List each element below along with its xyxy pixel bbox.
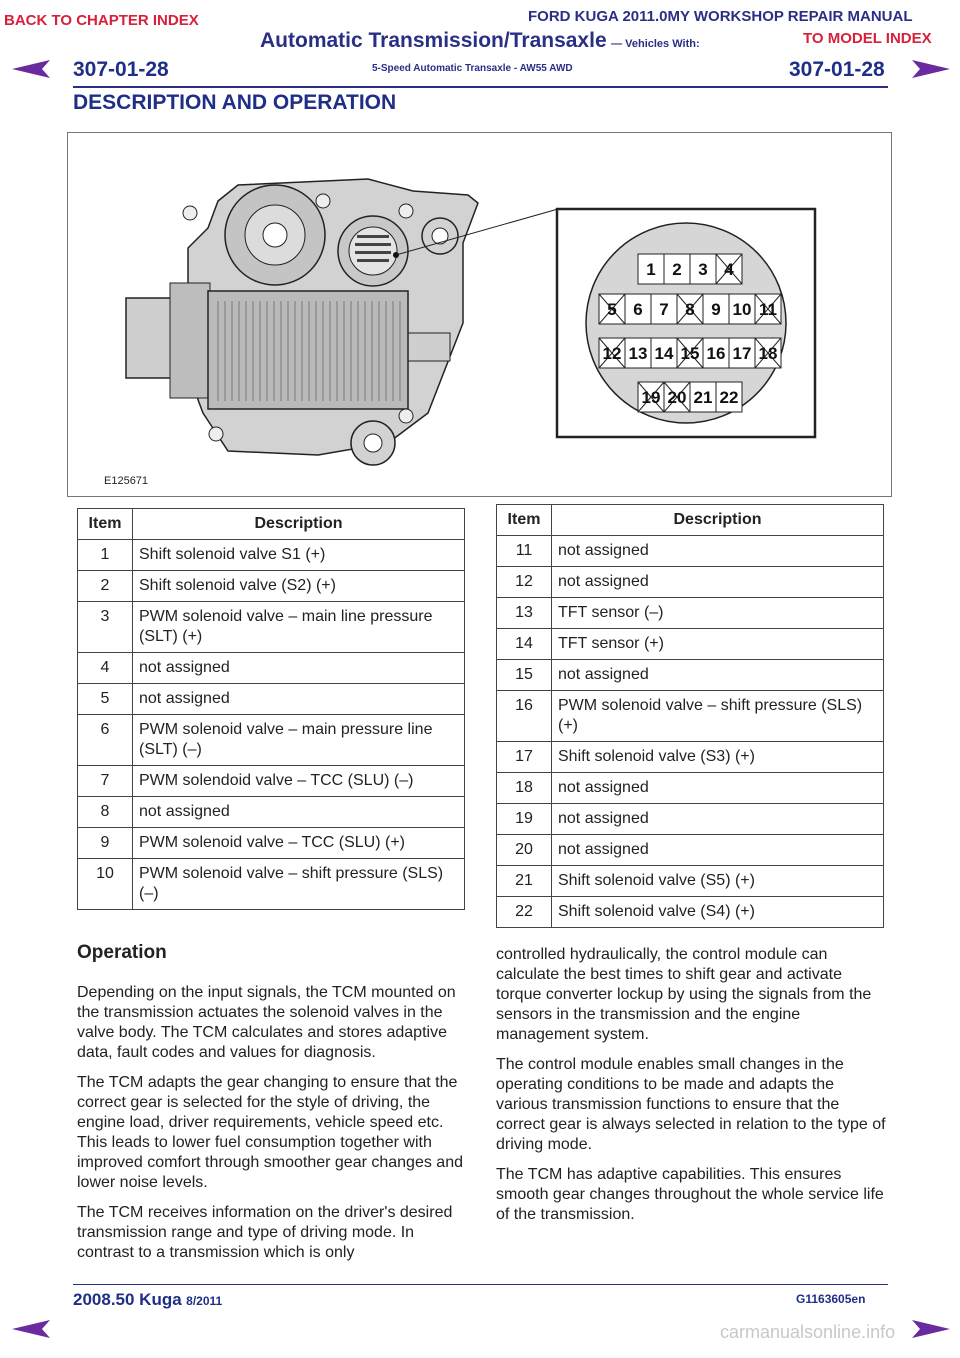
pin-label: 8 (685, 300, 695, 319)
table-row (497, 773, 884, 804)
page-number-left: 307-01-28 (73, 58, 169, 81)
table-row (497, 536, 884, 567)
table-row (78, 540, 465, 571)
footer-doc-code: G1163605en (796, 1292, 866, 1306)
to-model-index-link[interactable]: TO MODEL INDEX (803, 30, 932, 47)
item-number: 12 (497, 567, 552, 598)
figure-code: E125671 (104, 475, 149, 487)
description-column-header: Description (552, 505, 884, 536)
watermark: carmanualsonline.info (720, 1322, 896, 1342)
pin-label: 2 (672, 260, 682, 279)
pin-label: 1 (646, 260, 656, 279)
table-row (78, 602, 465, 653)
footer-divider (73, 1284, 888, 1285)
pin-label: 4 (724, 260, 734, 279)
item-description: TFT sensor (+) (552, 629, 884, 660)
item-description: TFT sensor (–) (552, 598, 884, 629)
item-description: PWM solenoid valve – main line pressure (SLT) (+) (133, 602, 465, 653)
item-number: 2 (78, 571, 133, 602)
item-number: 13 (497, 598, 552, 629)
item-number: 10 (78, 859, 133, 910)
item-number: 4 (78, 653, 133, 684)
table-row (497, 598, 884, 629)
body-paragraph: Depending on the input signals, the TCM mounted on the transmission actuates the solenoid valves in the valve body. The TCM calculates and stores adaptive data, fault codes and values for diagnosis. (77, 984, 456, 1061)
item-number: 17 (497, 742, 552, 773)
back-to-chapter-index-link[interactable]: BACK TO CHAPTER INDEX (4, 12, 199, 29)
footer-model (73, 1290, 222, 1310)
item-column-header: Item (497, 505, 552, 536)
item-number: 6 (78, 715, 133, 766)
footer-date: 8/2011 (186, 1294, 223, 1308)
item-number: 21 (497, 866, 552, 897)
pin-label: 22 (719, 388, 739, 407)
table-row (78, 653, 465, 684)
next-page-arrow-icon[interactable] (910, 58, 952, 80)
pin-label: 13 (628, 344, 648, 363)
item-description: not assigned (552, 536, 884, 567)
section-title: Automatic Transmission/Transaxle (260, 29, 607, 52)
next-page-arrow-icon[interactable] (910, 1318, 952, 1340)
manual-title: FORD KUGA 2011.0MY WORKSHOP REPAIR MANUAL (528, 8, 913, 25)
operation-left-column (77, 943, 465, 1273)
table-row (78, 715, 465, 766)
section-title-row (260, 29, 700, 53)
pin-label: 17 (732, 344, 752, 363)
pin-label: 20 (667, 388, 687, 407)
table-row (497, 629, 884, 660)
item-number: 11 (497, 536, 552, 567)
table-row (78, 571, 465, 602)
body-paragraph: The TCM receives information on the driver's desired transmission range and type of driving mode. In contrast to a transmission which is only (77, 1204, 453, 1261)
pin-label: 15 (680, 344, 700, 363)
item-number: 3 (78, 602, 133, 653)
description-column-header: Description (133, 509, 465, 540)
section-subtitle: 5-Speed Automatic Transaxle - AW55 AWD (372, 63, 573, 74)
model-year: 2008.50 Kuga (73, 1290, 182, 1309)
pin-table-left (77, 508, 465, 910)
item-number: 19 (497, 804, 552, 835)
item-description: Shift solenoid valve (S2) (+) (133, 571, 465, 602)
table-row (497, 567, 884, 598)
body-paragraph: The control module enables small changes in the operating conditions to be made and adapts the various transmission functions to ensure that the correct gear is always selected in relation to the type of driving mode. (496, 1056, 886, 1153)
table-row (78, 684, 465, 715)
pin-table-right (496, 504, 884, 928)
pin-label: 11 (759, 300, 777, 319)
item-description: not assigned (552, 567, 884, 598)
item-description: not assigned (133, 684, 465, 715)
item-number: 1 (78, 540, 133, 571)
table-row (497, 660, 884, 691)
item-description: Shift solenoid valve S1 (+) (133, 540, 465, 571)
item-number: 22 (497, 897, 552, 928)
item-description: PWM solenoid valve – shift pressure (SLS) (+) (552, 691, 884, 742)
page-heading: DESCRIPTION AND OPERATION (73, 91, 397, 114)
item-description: PWM solenoid valve – TCC (SLU) (+) (133, 828, 465, 859)
tcm-connector-figure (67, 132, 892, 497)
pin-label: 19 (641, 388, 661, 407)
table-row (78, 797, 465, 828)
item-description: PWM solenoid valve – main pressure line (SLT) (–) (133, 715, 465, 766)
item-description: Shift solenoid valve (S5) (+) (552, 866, 884, 897)
item-description: not assigned (133, 797, 465, 828)
page-number-right: 307-01-28 (789, 58, 885, 81)
pin-label: 12 (602, 344, 622, 363)
table-row (78, 828, 465, 859)
item-description: PWM solenoid valve – shift pressure (SLS) (–) (133, 859, 465, 910)
table-row (497, 691, 884, 742)
body-paragraph: The TCM has adaptive capabilities. This ensures smooth gear changes throughout the whole service life of the transmission. (496, 1166, 884, 1223)
previous-page-arrow-icon[interactable] (10, 1318, 52, 1340)
item-number: 7 (78, 766, 133, 797)
pin-label: 6 (633, 300, 643, 319)
item-number: 8 (78, 797, 133, 828)
table-row (497, 804, 884, 835)
body-paragraph: The TCM adapts the gear changing to ensure that the correct gear is selected for the style of driving, the engine load, driver requirements, vehicle speed etc. This leads to lower fuel consumption together with improved comfort through smoother gear changes and lower noise levels. (77, 1074, 463, 1191)
pin-label: 9 (711, 300, 721, 319)
table-row (497, 866, 884, 897)
pin-label: 10 (732, 300, 752, 319)
item-description: not assigned (133, 653, 465, 684)
tcm-illustration (68, 133, 891, 496)
item-number: 15 (497, 660, 552, 691)
item-number: 14 (497, 629, 552, 660)
item-number: 16 (497, 691, 552, 742)
pin-label: 7 (659, 300, 669, 319)
item-description: not assigned (552, 773, 884, 804)
item-description: Shift solenoid valve (S3) (+) (552, 742, 884, 773)
table-row (78, 766, 465, 797)
item-number: 9 (78, 828, 133, 859)
pin-label: 16 (706, 344, 726, 363)
previous-page-arrow-icon[interactable] (10, 58, 52, 80)
table-row (497, 897, 884, 928)
item-number: 18 (497, 773, 552, 804)
pin-label: 3 (698, 260, 708, 279)
item-description: not assigned (552, 804, 884, 835)
pin-label: 18 (758, 344, 778, 363)
item-description: not assigned (552, 660, 884, 691)
item-number: 5 (78, 684, 133, 715)
item-description: PWM solendoid valve – TCC (SLU) (–) (133, 766, 465, 797)
pin-label: 14 (654, 344, 674, 363)
body-paragraph: controlled hydraulically, the control module can calculate the best times to shift gear and activate torque converter lockup by using the signals from the sensors in the transmission and the engine management system. (496, 946, 872, 1043)
pin-label: 5 (607, 300, 617, 319)
table-row (497, 835, 884, 866)
item-description: Shift solenoid valve (S4) (+) (552, 897, 884, 928)
table-row (497, 742, 884, 773)
pin-label: 21 (693, 388, 713, 407)
header-divider (73, 86, 888, 88)
operation-right-column (496, 945, 886, 1235)
item-number: 20 (497, 835, 552, 866)
item-column-header: Item (78, 509, 133, 540)
item-description: not assigned (552, 835, 884, 866)
vehicles-with-label: — Vehicles With: (611, 38, 700, 50)
table-row (78, 859, 465, 910)
operation-heading: Operation (77, 942, 167, 963)
